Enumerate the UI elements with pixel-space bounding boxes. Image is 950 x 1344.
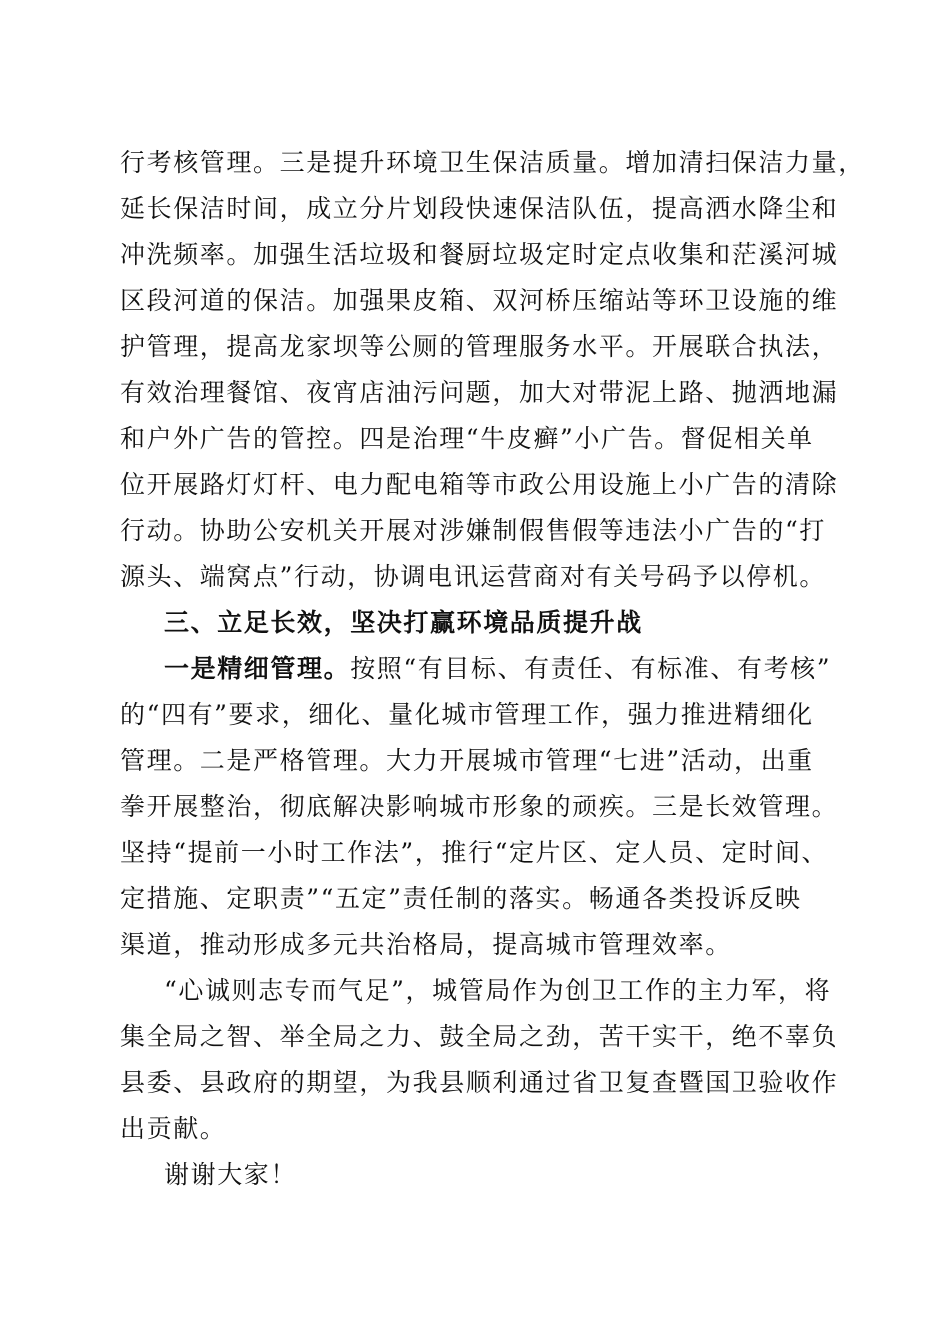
body-line: 区段河道的保洁。加强果皮箱、双河桥压缩站等环卫设施的维 (120, 286, 839, 315)
body-line: 护管理，提高龙家坝等公厕的管理服务水平。开展联合执法， (120, 332, 839, 361)
body-line: 集全局之智、举全局之力、鼓全局之劲，苦干实干，绝不辜负 (120, 1022, 839, 1051)
lead-label: 一是精细管理。 (164, 654, 351, 683)
body-line: 源头、端窝点”行动，协调电讯运营商对有关号码予以停机。 (120, 562, 826, 591)
first-line-rest: 按照“有目标、有责任、有标准、有考核” (350, 654, 832, 683)
body-line: 县委、县政府的期望，为我县顺利通过省卫复查暨国卫验收作 (120, 1068, 839, 1097)
body-line: 行考核管理。三是提升环境卫生保洁质量。增加清扫保洁力量， (120, 148, 865, 177)
body-line: 有效治理餐馆、夜宵店油污问题，加大对带泥上路、抛洒地漏 (120, 378, 839, 407)
body-line: 拳开展整治，彻底解决影响城市形象的顽疾。三是长效管理。 (120, 792, 839, 821)
body-line: 渠道，推动形成多元共治格局，提高城市管理效率。 (120, 930, 732, 959)
body-line: 冲洗频率。加强生活垃圾和餐厨垃圾定时定点收集和茫溪河城 (120, 240, 839, 269)
body-line: 管理。二是严格管理。大力开展城市管理“七进”活动，出重 (120, 746, 814, 775)
body-line: 的“四有”要求，细化、量化城市管理工作，强力推进精细化 (120, 700, 814, 729)
body-line: 定措施、定职责”“五定”责任制的落实。畅通各类投诉反映 (120, 884, 802, 913)
body-line: 延长保洁时间，成立分片划段快速保洁队伍，提高洒水降尘和 (120, 194, 839, 223)
body-line: 位开展路灯灯杆、电力配电箱等市政公用设施上小广告的清除 (120, 470, 839, 499)
section-heading: 三、立足长效，坚决打赢环境品质提升战 (164, 608, 643, 637)
body-line: 和户外广告的管控。四是治理“牛皮癣”小广告。督促相关单 (120, 424, 814, 453)
body-line: 出贡献。 (120, 1114, 227, 1143)
section-first-line (164, 654, 831, 684)
closing-first-line: “心诚则志专而气足”，城管局作为创卫工作的主力军，将 (164, 976, 832, 1005)
body-line: 行动。协助公安机关开展对涉嫌制假售假等违法小广告的“打 (120, 516, 826, 545)
thanks-line: 谢谢大家！ (164, 1160, 298, 1189)
body-line: 坚持“提前一小时工作法”，推行“定片区、定人员、定时间、 (120, 838, 829, 867)
